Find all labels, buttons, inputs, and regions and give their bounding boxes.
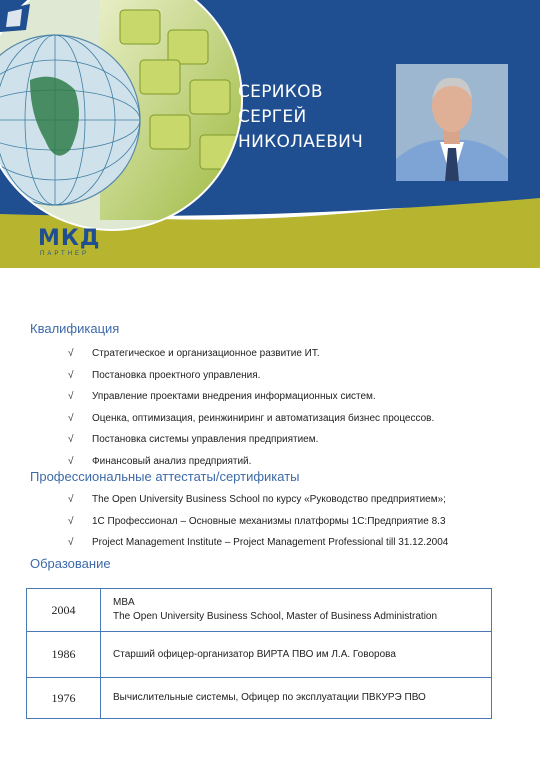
education-heading: Образование <box>30 556 111 571</box>
check-icon: √ <box>68 348 74 359</box>
list-item: √ Стратегическое и организационное развитие ИТ. <box>68 343 434 365</box>
education-year: 1976 <box>27 678 101 719</box>
list-item: √ Управление проектами внедрения информационных систем. <box>68 386 434 408</box>
list-item: √ 1С Профессионал – Основные механизмы платформы 1С:Предприятие 8.3 <box>68 511 448 533</box>
list-item: √ Постановка проектного управления. <box>68 365 434 387</box>
list-item: √ Финансовый анализ предприятий. <box>68 451 434 473</box>
check-icon: √ <box>68 434 74 446</box>
check-icon: √ <box>68 515 74 527</box>
patronymic: НИКОЛАЕВИЧ <box>238 132 364 152</box>
qualification-heading: Квалификация <box>30 321 120 336</box>
table-row <box>27 589 492 632</box>
list-item: √ Project Management Institute – Project Management Professional till 31.12.2004 <box>68 532 448 554</box>
certificates-list <box>68 489 448 554</box>
check-icon: √ <box>68 455 74 467</box>
education-year: 2004 <box>27 589 101 632</box>
mkd-logo-icon <box>0 0 110 36</box>
education-description: Вычислительные системы, Офицер по эксплуатации ПВКУРЭ ПВО <box>101 678 492 719</box>
check-icon: √ <box>68 494 74 505</box>
table-row <box>27 632 492 678</box>
check-icon: √ <box>68 369 74 381</box>
check-icon: √ <box>68 412 74 424</box>
list-item: √ Оценка, оптимизация, реинжиниринг и автоматизация бизнес процессов. <box>68 408 434 430</box>
education-description: Старший офицер-организатор ВИРТА ПВО им Л.А. Говорова <box>101 632 492 678</box>
list-item: √ The Open University Business School по курсу «Руководство предприятием»; <box>68 489 448 511</box>
first-name: СЕРГЕЙ <box>238 107 307 127</box>
certificates-heading: Профессиональные аттестаты/сертификаты <box>30 469 300 484</box>
table-row <box>27 678 492 719</box>
surname: СЕРИКОВ <box>238 82 323 102</box>
logo-text: МКД <box>38 226 101 251</box>
check-icon: √ <box>68 537 74 549</box>
person-name <box>238 80 363 155</box>
person-photo <box>396 64 508 181</box>
education-year: 1986 <box>27 632 101 678</box>
education-table <box>26 588 492 719</box>
logo-subtitle: ПАРТНЕР <box>40 251 90 257</box>
header-banner <box>0 0 540 268</box>
education-description: MBA The Open University Business School, Master of Business Administration <box>101 589 492 632</box>
qualification-list <box>68 343 434 473</box>
list-item: √ Постановка системы управления предприятием. <box>68 429 434 451</box>
check-icon: √ <box>68 391 74 403</box>
